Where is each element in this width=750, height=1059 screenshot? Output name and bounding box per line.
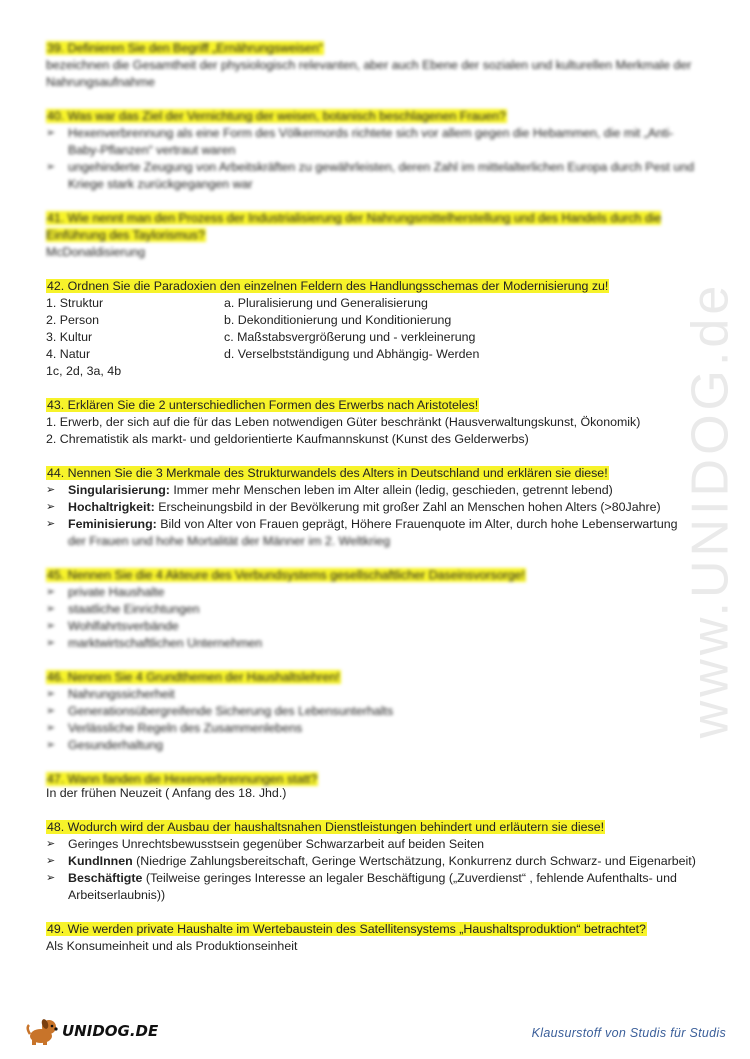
question-43-title: 43. Erklären Sie die 2 unterschiedlichen Formen des Erwerbs nach Aristoteles! <box>47 398 479 412</box>
pair-right: c. Maßstabsvergrößerung und - verkleinerung <box>224 330 476 344</box>
pair-left: 2. Person <box>46 313 100 327</box>
pair-row <box>46 329 696 346</box>
footer <box>0 1012 750 1052</box>
list-item: ➢ Gesunderhaltung <box>46 737 696 754</box>
term-text: Bild von Alter von Frauen geprägt, Höhere Frauenquote im Alter, durch hohe Lebenserwartung <box>156 517 678 531</box>
term: Beschäftigte <box>68 871 143 885</box>
term: Feminisierung: <box>68 517 157 531</box>
question-39 <box>46 40 696 91</box>
term: Singularisierung: <box>68 483 170 497</box>
document-page <box>46 40 696 972</box>
term-text: Geringes Unrechtsbewusstsein gegenüber Schwarzarbeit auf beiden Seiten <box>68 837 485 851</box>
footer-tagline: Klausurstoff von Studis für Studis <box>531 1026 726 1040</box>
term: Hochaltrigkeit: <box>68 500 155 514</box>
question-40-title: 40. Was war das Ziel der Vernichtung der weisen, botanisch beschlagenen Frauen? <box>47 109 506 123</box>
list-item <box>46 499 696 516</box>
list-item <box>46 482 696 499</box>
pair-right: b. Dekonditionierung und Konditionierung <box>224 313 452 327</box>
list-item: ➢ marktwirtschaftlichen Unternehmen <box>46 635 696 652</box>
answer-line: 1. Erwerb, der sich auf die für das Leben notwendigen Güter beschränkt (Hausverwaltungskunst, Ökonomik) <box>46 415 641 429</box>
list-item <box>46 836 696 853</box>
question-44 <box>46 465 696 550</box>
question-42 <box>46 278 696 380</box>
pair-right: d. Verselbstständigung und Abhängig- Werden <box>224 347 480 361</box>
question-39-answer: bezeichnen die Gesamtheit der physiologisch relevanten, aber auch Ebene der sozialen und kulturellen Merkmale der Nahrungsaufnahme <box>46 58 692 89</box>
question-43 <box>46 397 696 448</box>
logo-text: UNIDOG.DE <box>62 1022 159 1040</box>
list-item-continuation: der Frauen und hohe Mortalität der Männer im 2. Weltkrieg <box>68 534 391 548</box>
list-item: ➢ Wohlfahrtsverbände <box>46 618 696 635</box>
question-41-title: 41. Wie nennt man den Prozess der Industrialisierung der Nahrungsmittelherstellung und des Handels durch die Einführung des Taylorismus? <box>46 211 662 242</box>
list-item <box>46 853 696 870</box>
term-text: Erscheinungsbild in der Bevölkerung mit großer Zahl an Menschen hohen Alters (>80Jahre) <box>154 500 661 514</box>
list-item: ➢ Hexenverbrennung als eine Form des Völkermords richtete sich vor allem gegen die Hebammen, die mit „Anti-Baby-Pflanzen“ vertraut waren <box>46 125 696 159</box>
question-46 <box>46 669 696 754</box>
pair-row <box>46 295 696 312</box>
question-42-title: 42. Ordnen Sie die Paradoxien den einzelnen Feldern des Handlungsschemas der Modernisierung zu! <box>47 279 609 293</box>
term: KundInnen <box>68 854 133 868</box>
list-item <box>46 870 696 904</box>
question-47-answer: In der frühen Neuzeit ( Anfang des 18. Jhd.) <box>46 786 287 800</box>
question-48-title: 48. Wodurch wird der Ausbau der haushaltsnahen Dienstleistungen behindert und erläutern sie diese! <box>47 820 605 834</box>
question-39-title: 39. Definieren Sie den Begriff „Ernährungsweisen“ <box>47 41 323 55</box>
question-47 <box>46 771 696 802</box>
question-41-answer: McDonaldisierung <box>46 245 146 259</box>
pair-row <box>46 312 696 329</box>
question-49 <box>46 921 696 955</box>
question-44-title: 44. Nennen Sie die 3 Merkmale des Strukturwandels des Alters in Deutschland und erklären sie diese! <box>47 466 608 480</box>
list-item: ➢ Generationsübergreifende Sicherung des Lebensunterhalts <box>46 703 696 720</box>
list-item: ➢ private Haushalte <box>46 584 696 601</box>
answer-line: 2. Chrematistik als markt- und geldorientierte Kaufmannskunst (Kunst des Gelderwerbs) <box>46 432 529 446</box>
question-45-title: 45. Nennen Sie die 4 Akteure des Verbundsystems gesellschaftlicher Daseinsvorsorge! <box>47 568 525 582</box>
list-item: ➢ Verlässliche Regeln des Zusammenlebens <box>46 720 696 737</box>
question-49-answer: Als Konsumeinheit und als Produktionseinheit <box>46 939 298 953</box>
question-40 <box>46 108 696 193</box>
pair-left: 1. Struktur <box>46 296 104 310</box>
list-item <box>46 516 696 533</box>
list-item: ➢ ungehinderte Zeugung von Arbeitskräften zu gewährleisten, deren Zahl im mittelalterlichen Europa durch Pest und Kriege stark zurückgegangen war <box>46 159 696 193</box>
logo <box>26 1016 158 1046</box>
question-49-title: 49. Wie werden private Haushalte im Wertebaustein des Satellitensystems „Haushaltsproduktion“ betrachtet? <box>47 922 646 936</box>
question-41 <box>46 210 696 261</box>
term-text: (Teilweise geringes Interesse an legaler Beschäftigung („Zuverdienst“ , fehlende Aufenthalts- und Arbeitserlaubnis)) <box>68 871 677 902</box>
dog-icon <box>26 1016 60 1046</box>
question-42-answer: 1c, 2d, 3a, 4b <box>46 364 122 378</box>
term-text: (Niedrige Zahlungsbereitschaft, Geringe Wertschätzung, Konkurrenz durch Schwarz- und Eigenarbeit) <box>132 854 696 868</box>
list-item: ➢ staatliche Einrichtungen <box>46 601 696 618</box>
term-text: Immer mehr Menschen leben im Alter allein (ledig, geschieden, getrennt lebend) <box>169 483 613 497</box>
list-item: ➢ Nahrungssicherheit <box>46 686 696 703</box>
watermark-text: www.UNIDOG.de <box>681 281 739 739</box>
question-45 <box>46 567 696 652</box>
pair-left: 4. Natur <box>46 347 91 361</box>
question-47-title: 47. Wann fanden die Hexenverbrennungen statt? <box>47 772 318 786</box>
pair-left: 3. Kultur <box>46 330 93 344</box>
pair-right: a. Pluralisierung und Generalisierung <box>224 296 428 310</box>
question-48 <box>46 819 696 904</box>
question-46-title: 46. Nennen Sie 4 Grundthemen der Haushaltslehren! <box>47 670 340 684</box>
pair-row <box>46 346 696 363</box>
